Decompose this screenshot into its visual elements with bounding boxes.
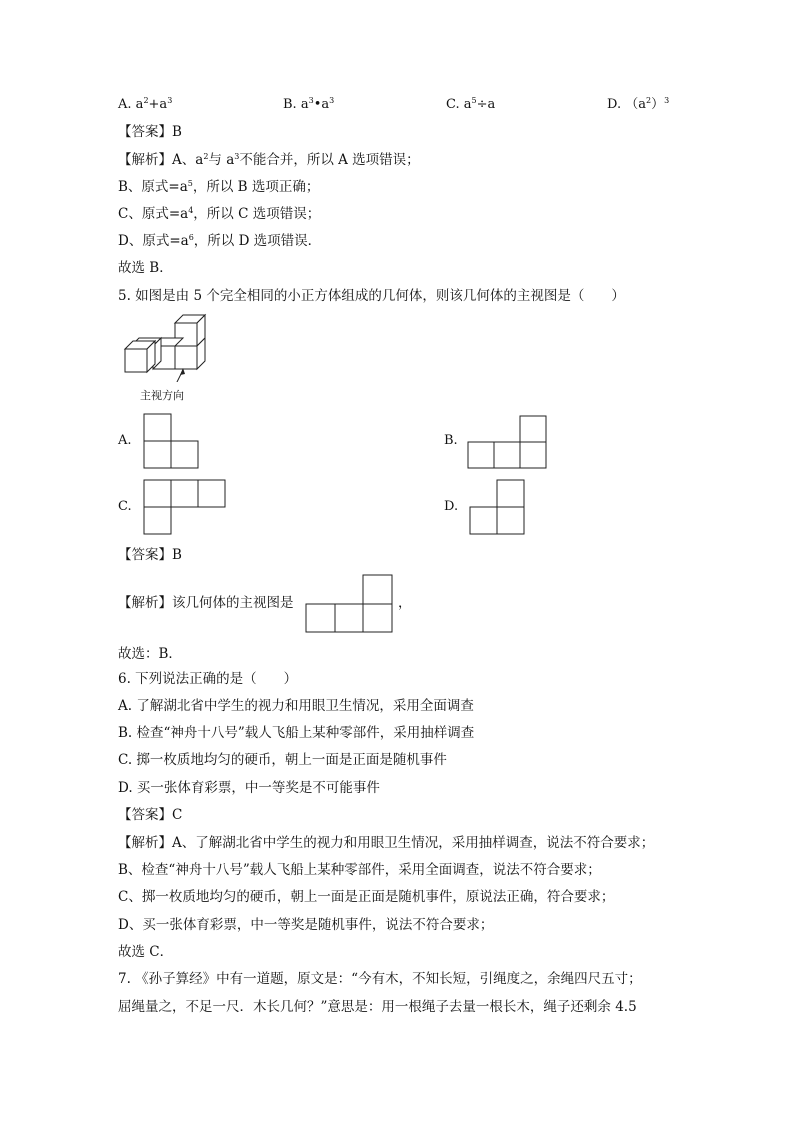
solid-figure: [118, 312, 218, 382]
q5-stem: 5. 如图是由 5 个完全相同的小正方体组成的几何体，则该几何体的主视图是（ ）: [118, 288, 625, 304]
q6-analysis-line-3: C、掷一枚质地均匀的硬币，朝上一面是正面是随机事件，原说法正确，符合要求；: [118, 889, 615, 905]
q6-analysis-line-2: B、检查“神舟十八号”载人飞船上某种零部件，采用全面调查，说法不符合要求；: [118, 862, 601, 878]
q4-conclusion: 故选 B．: [118, 260, 173, 276]
q6-option-d: D. 买一张体育彩票，中一等奖是不可能事件: [118, 780, 380, 796]
q5-option-d-figure: [469, 479, 527, 535]
q5-option-d-label: D.: [444, 499, 459, 514]
q5-option-b-label: B.: [444, 433, 458, 448]
q4-analysis-line-4: D、原式$=a^6$，所以 D 选项错误．: [118, 233, 322, 249]
q4-answer: 【答案】B: [118, 124, 182, 140]
q6-conclusion: 故选 C．: [118, 944, 174, 960]
q6-option-c: C. 掷一枚质地均匀的硬币，朝上一面是正面是随机事件: [118, 752, 447, 768]
q4-option-a: A. $a^2+a^3$: [118, 96, 173, 112]
q6-stem: 6. 下列说法正确的是（ ）: [118, 671, 298, 687]
q5-option-c-label: C.: [118, 499, 132, 514]
q6-answer: 【答案】C: [118, 807, 183, 823]
q4-option-b: B. $a^3•a^3$: [283, 96, 335, 112]
q4-option-d: D. $(a^2)^3$: [607, 96, 670, 112]
q4-option-c: C. $a^5\div a$: [446, 96, 496, 112]
q5-option-b-figure: [467, 415, 549, 471]
q5-option-a-label: A.: [118, 433, 132, 448]
q4-analysis-line-3: C、原式$=a^4$，所以 C 选项错误；: [118, 206, 321, 222]
q6-option-a: A. 了解湖北省中学生的视力和用眼卫生情况，采用全面调查: [118, 698, 474, 714]
q5-conclusion: 故选：B．: [118, 646, 182, 662]
q5-option-a-figure: [143, 413, 201, 469]
q5-analysis-figure: [305, 574, 395, 634]
q5-analysis-pre: 【解析】该几何体的主视图是: [118, 595, 294, 611]
q5-answer: 【答案】B: [118, 547, 182, 563]
q5-analysis-post: ，: [398, 595, 412, 611]
q6-analysis-line-1: 【解析】A、了解湖北省中学生的视力和用眼卫生情况，采用抽样调查，说法不符合要求；: [118, 835, 655, 851]
q6-analysis-line-4: D、买一张体育彩票，中一等奖是随机事件，说法不符合要求；: [118, 917, 494, 933]
q5-option-c-figure: [143, 479, 227, 535]
q7-line-1: 7. 《孙子算经》中有一道题，原文是：“今有木，不知长短，引绳度之，余绳四尺五寸；: [118, 971, 642, 987]
figure-caption: 主视方向: [140, 389, 184, 402]
q7-line-2: 屈绳量之，不足一尺．木长几何？”意思是：用一根绳子去量一根长木，绳子还剩余 4.5: [118, 999, 637, 1015]
q4-analysis-line-1: 【解析】A、$a^2$与 $a^3$不能合并，所以 A 选项错误；: [118, 152, 420, 168]
q4-analysis-line-2: B、原式$=a^5$，所以 B 选项正确；: [118, 179, 320, 195]
q6-option-b: B. 检查“神舟十八号”载人飞船上某种零部件，采用抽样调查: [118, 725, 475, 741]
